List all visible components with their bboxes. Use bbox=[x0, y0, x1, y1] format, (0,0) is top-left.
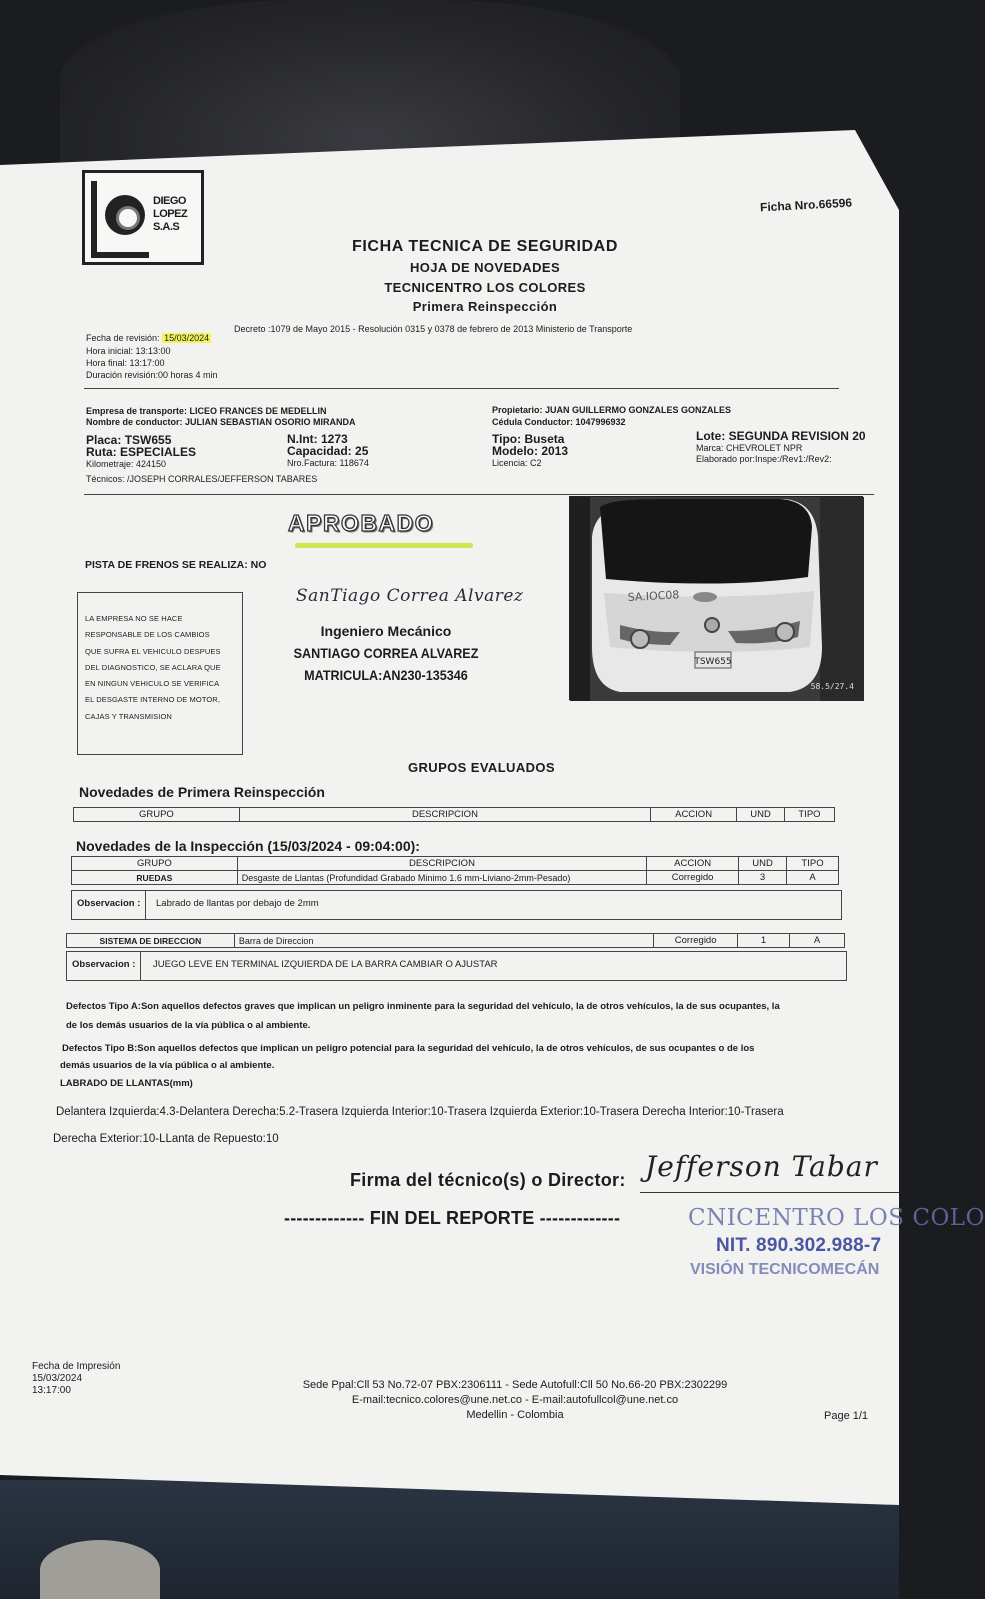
revision-date-value: 15/03/2024 bbox=[164, 333, 210, 343]
header-grupo: GRUPO bbox=[74, 808, 240, 822]
fecha-impresion bbox=[32, 1361, 120, 1397]
status-badge: APROBADO bbox=[288, 510, 435, 536]
table-header-row bbox=[74, 808, 835, 822]
logo-text: DIEGO LOPEZ S.A.S bbox=[153, 195, 188, 233]
impresion-hora: 13:17:00 bbox=[32, 1385, 71, 1396]
title-block bbox=[290, 238, 680, 314]
labrado-line2: Derecha Exterior:10-LLanta de Repuesto:10 bbox=[53, 1133, 279, 1145]
labrado-title: LABRADO DE LLANTAS(mm) bbox=[60, 1078, 193, 1089]
header-tipo: TIPO bbox=[785, 808, 835, 822]
header-tipo: TIPO bbox=[787, 857, 839, 871]
divider bbox=[84, 494, 874, 495]
empresa: Empresa de transporte: LICEO FRANCES DE MEDELLIN bbox=[86, 406, 327, 416]
row-descripcion: Barra de Direccion bbox=[234, 934, 653, 948]
stamp-line-3: VISIÓN TECNICOMECÁN bbox=[690, 1261, 880, 1278]
wheel-icon bbox=[105, 195, 145, 235]
observacion-value: JUEGO LEVE EN TERMINAL IZQUIERDA DE LA BARRA CAMBIAR O AJUSTAR bbox=[153, 959, 498, 970]
fin-reporte: ------------- FIN DEL REPORTE ------------- bbox=[284, 1208, 621, 1228]
header-descripcion: DESCRIPCION bbox=[237, 857, 646, 871]
firma-label: Firma del técnico(s) o Director: bbox=[350, 1170, 626, 1190]
stamp-line-1: CNICENTRO LOS COLO bbox=[688, 1205, 985, 1231]
row-und: 1 bbox=[738, 934, 790, 948]
engineer-title: Ingeniero Mecánico bbox=[320, 623, 452, 639]
header-descripcion: DESCRIPCION bbox=[239, 808, 650, 822]
header-accion: ACCION bbox=[647, 857, 739, 871]
duracion: Duración revisión:00 horas 4 min bbox=[86, 370, 218, 380]
row-accion: Corregido bbox=[654, 934, 738, 948]
tipo-vehiculo: Tipo: Buseta bbox=[492, 432, 565, 446]
row-tipo: A bbox=[787, 871, 839, 885]
signature-line bbox=[640, 1192, 899, 1193]
footer-contact bbox=[270, 1378, 760, 1423]
document-title: FICHA TECNICA DE SEGURIDAD bbox=[352, 238, 618, 255]
row-grupo: RUEDAS bbox=[72, 871, 238, 885]
ruta: Ruta: ESPECIALES bbox=[86, 445, 197, 459]
aprobado-highlight bbox=[295, 543, 473, 548]
page-number: Page 1/1 bbox=[824, 1410, 869, 1422]
inspeccion-table-direccion bbox=[66, 933, 845, 948]
observacion-value: Labrado de llantas por debajo de 2mm bbox=[156, 898, 319, 909]
propietario: Propietario: JUAN GUILLERMO GONZALES GONZALES bbox=[492, 405, 732, 415]
inspeccion-table-ruedas bbox=[71, 856, 839, 885]
header-accion: ACCION bbox=[651, 808, 737, 822]
groups-title: GRUPOS EVALUADOS bbox=[408, 760, 556, 775]
decreto-text: Decreto :1079 de Mayo 2015 - Resolución 0315 y 0378 de febrero de 2013 Ministerio de Transporte bbox=[234, 324, 633, 334]
row-descripcion: Desgaste de Llantas (Profundidad Grabado Minimo 1.6 mm-Liviano-2mm-Pesado) bbox=[237, 871, 646, 885]
observacion-label: Observacion : bbox=[72, 891, 146, 919]
logo-frame bbox=[91, 181, 149, 258]
conductor: Nombre de conductor: JULIAN SEBASTIAN OSORIO MIRANDA bbox=[86, 417, 356, 427]
engineer-matricula: MATRICULA:AN230-135346 bbox=[304, 667, 468, 683]
photo-plate: TSW655 bbox=[694, 657, 732, 667]
factura: Nro.Factura: 118674 bbox=[287, 458, 369, 468]
row-accion: Corregido bbox=[647, 871, 739, 885]
primera-reinspeccion-title: Novedades de Primera Reinspección bbox=[79, 784, 325, 800]
elaborado-por: Elaborado por:Inspe:/Rev1:/Rev2: bbox=[696, 454, 832, 464]
header-grupo: GRUPO bbox=[72, 857, 238, 871]
footer-email: E-mail:tecnico.colores@une.net.co - E-mail:autofullcol@une.net.co bbox=[351, 1394, 679, 1406]
header-und: UND bbox=[737, 808, 785, 822]
row-tipo: A bbox=[790, 934, 845, 948]
table-header-row bbox=[72, 857, 839, 871]
lote: Lote: SEGUNDA REVISION 20 bbox=[696, 429, 866, 443]
defectos-tipo-a-line1: Defectos Tipo A:Son aquellos defectos graves que implican un peligro inminente para la seguridad del vehículo, la de otros vehículos, la de sus ocupantes, la bbox=[66, 1001, 780, 1012]
revision-date: Fecha de revisión: 15/03/2024 bbox=[86, 333, 210, 343]
photo-bus-text: SA.IOC08 bbox=[627, 588, 680, 604]
row-und: 3 bbox=[739, 871, 787, 885]
footer-ciudad: Medellin - Colombia bbox=[466, 1409, 564, 1421]
defectos-tipo-b-line2: demás usuarios de la vía pública o al ambiente. bbox=[60, 1060, 275, 1071]
impresion-fecha: 15/03/2024 bbox=[32, 1373, 83, 1384]
vehicle-photo bbox=[569, 496, 863, 700]
photo-timestamp: 58.5/27.4 bbox=[810, 682, 854, 691]
kilometraje: Kilometraje: 424150 bbox=[86, 459, 167, 469]
footer-sede: Sede Ppal:Cll 53 No.72-07 PBX:2306111 - Sede Autofull:Cll 50 No.66-20 PBX:2302299 bbox=[302, 1379, 728, 1391]
capacidad: Capacidad: 25 bbox=[287, 444, 369, 458]
observacion-label: Observacion : bbox=[67, 952, 141, 980]
ficha-number: Ficha Nro.66596 bbox=[759, 195, 853, 215]
divider bbox=[84, 388, 839, 389]
primera-table bbox=[73, 807, 835, 822]
header-und: UND bbox=[739, 857, 787, 871]
inspeccion-title: Novedades de la Inspección (15/03/2024 - 09:04:00): bbox=[76, 838, 420, 854]
background-object bbox=[40, 1540, 160, 1599]
defectos-tipo-a-line2: de los demás usuarios de la vía pública o al ambiente. bbox=[66, 1020, 311, 1031]
disclaimer-box: LA EMPRESA NO SE HACE RESPONSABLE DE LOS CAMBIOS QUE SUFRA EL VEHICULO DESPUES DEL DIAGNOSTICO, SE ACLARA QUE EN NINGUN VEHICULO SE VERIFICA EL DESGASTE INTERNO DE MOTOR, CAJAS Y TRANSMISION bbox=[77, 592, 243, 755]
technician-signature: Jefferson Tabar bbox=[645, 1150, 878, 1183]
labrado-line1: Delantera Izquierda:4.3-Delantera Derecha:5.2-Trasera Izquierda Interior:10-Trasera Izquierda Exterior:10-Trasera Derecha Interior:10-Trasera bbox=[56, 1106, 784, 1118]
defectos-tipo-b-line1: Defectos Tipo B:Son aquellos defectos que implican un peligro potencial para la seguridad del vehículo, la de otros vehículos, de sus ocupantes o de los bbox=[62, 1043, 755, 1054]
stamp-line-2: NIT. 890.302.988-7 bbox=[716, 1235, 882, 1256]
center-name: TECNICENTRO LOS COLORES bbox=[384, 280, 586, 295]
row-grupo: SISTEMA DE DIRECCION bbox=[67, 934, 235, 948]
engineer-block bbox=[280, 623, 492, 683]
observacion-row bbox=[71, 890, 842, 920]
cedula: Cédula Conductor: 1047996932 bbox=[492, 417, 626, 427]
tecnicos: Técnicos: /JOSEPH CORRALES/JEFFERSON TABARES bbox=[86, 474, 318, 484]
placa: Placa: TSW655 bbox=[86, 433, 172, 447]
pista-frenos: PISTA DE FRENOS SE REALIZA: NO bbox=[85, 559, 267, 571]
engineer-signature: SanTiago Correa Alvarez bbox=[296, 586, 524, 606]
hora-final: Hora final: 13:17:00 bbox=[86, 358, 165, 368]
impresion-label: Fecha de Impresión bbox=[32, 1361, 121, 1372]
observacion-row bbox=[66, 951, 847, 981]
hora-inicial: Hora inicial: 13:13:00 bbox=[86, 346, 171, 356]
inspection-type: Primera Reinspección bbox=[412, 299, 558, 314]
company-logo bbox=[82, 170, 204, 265]
document-subtitle: HOJA DE NOVEDADES bbox=[409, 260, 561, 275]
numero-interno: N.Int: 1273 bbox=[287, 432, 348, 446]
table-row bbox=[72, 871, 839, 885]
engineer-name: SANTIAGO CORREA ALVAREZ bbox=[293, 645, 479, 661]
modelo: Modelo: 2013 bbox=[492, 444, 569, 458]
licencia: Licencia: C2 bbox=[492, 458, 542, 468]
bus-image bbox=[570, 497, 864, 701]
table-row bbox=[67, 934, 845, 948]
marca: Marca: CHEVROLET NPR bbox=[696, 443, 803, 453]
